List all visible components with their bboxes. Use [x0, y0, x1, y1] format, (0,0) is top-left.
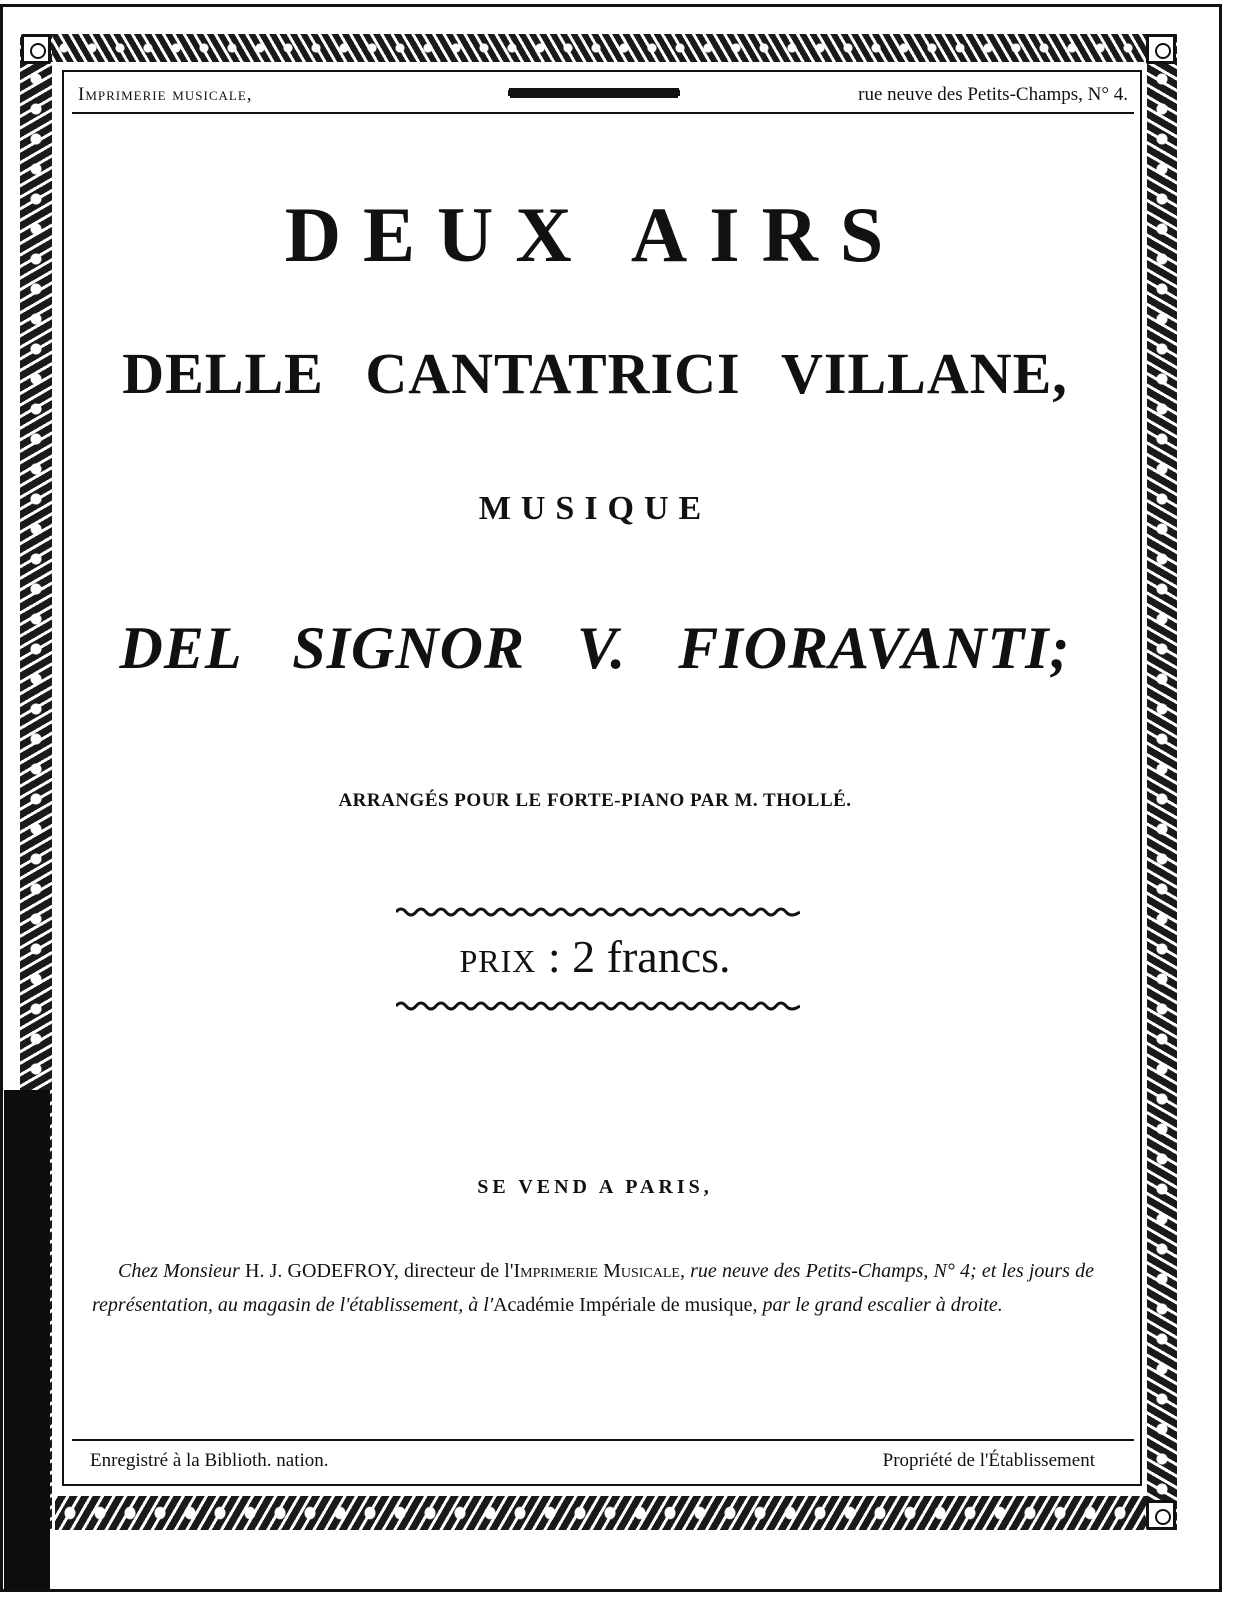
sale-text-2: H. J. GODEFROY, directeur de l' [245, 1260, 514, 1282]
corner-ornament-top-right [1146, 34, 1176, 64]
footer-rule [72, 1439, 1134, 1441]
sale-text-3: Imprimerie Musicale [513, 1260, 680, 1282]
header-left: Imprimerie musicale, [78, 84, 253, 105]
ornament-wave-bottom [396, 1000, 800, 1012]
header-right: rue neuve des Petits-Champs, N° 4. [858, 84, 1128, 105]
price-line [0, 930, 1190, 983]
sale-text-1: Chez Monsieur [118, 1260, 240, 1282]
sale-text-4: , rue neuve des Petits-Champs, N° 4; et les jours de représentation, au magasin de l'établissement, à l' [92, 1260, 1094, 1316]
binding-shadow [4, 1090, 50, 1590]
composer-line: DEL SIGNOR V. FIORAVANTI; [119, 615, 1071, 681]
arranger-line: ARRANGÉS POUR LE FORTE-PIANO PAR M. THOLLÉ. [338, 790, 852, 811]
ornamental-border-top [22, 34, 1147, 62]
title-line-3: MUSIQUE [478, 490, 712, 527]
header-ornament-bar [508, 90, 680, 96]
ornament-wave-top [396, 906, 800, 918]
corner-ornament-top-left [21, 34, 51, 64]
header-rule [72, 112, 1134, 114]
ornamental-border-bottom [55, 1496, 1147, 1530]
price-value: : 2 francs. [547, 931, 731, 982]
corner-ornament-bottom-right [1146, 1500, 1176, 1530]
sale-text-6: par le grand escalier à droite. [757, 1294, 1003, 1316]
footer-left: Enregistré à la Biblioth. nation. [90, 1450, 329, 1471]
title-line-1: DEUX AIRS [284, 191, 906, 278]
sale-heading: SE VEND A PARIS, [477, 1176, 713, 1198]
sale-text-5: Académie Impériale de musique, [493, 1294, 758, 1316]
title-line-2: DELLE CANTATRICI VILLANE, [122, 341, 1068, 406]
footer-right: Propriété de l'Établissement [882, 1450, 1095, 1471]
price-label: PRIX [459, 943, 537, 979]
sale-paragraph [92, 1254, 1094, 1322]
